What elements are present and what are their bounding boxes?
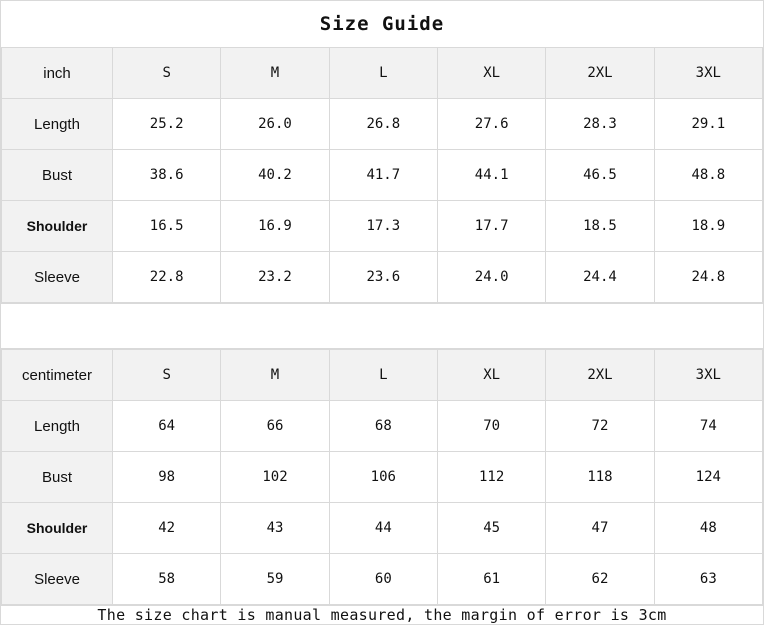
cell-bust-l: 106 xyxy=(329,452,437,503)
cell-bust-s: 38.6 xyxy=(113,150,221,201)
table-row xyxy=(2,401,763,452)
table-row xyxy=(2,503,763,554)
cell-shoulder-m: 16.9 xyxy=(221,201,329,252)
cell-sleeve-3xl: 63 xyxy=(654,554,762,605)
cell-shoulder-s: 42 xyxy=(113,503,221,554)
cell-bust-3xl: 48.8 xyxy=(654,150,762,201)
cell-sleeve-2xl: 62 xyxy=(546,554,654,605)
cell-bust-s: 98 xyxy=(113,452,221,503)
table-row xyxy=(2,150,763,201)
cell-sleeve-m: 23.2 xyxy=(221,252,329,303)
cell-length-s: 25.2 xyxy=(113,99,221,150)
column-header-s: S xyxy=(113,350,221,401)
row-label-sleeve: Sleeve xyxy=(2,554,113,605)
column-header-xl: XL xyxy=(437,48,545,99)
cell-bust-l: 41.7 xyxy=(329,150,437,201)
cell-bust-2xl: 46.5 xyxy=(546,150,654,201)
cell-length-xl: 70 xyxy=(437,401,545,452)
cell-sleeve-l: 23.6 xyxy=(329,252,437,303)
cell-shoulder-l: 44 xyxy=(329,503,437,554)
cell-bust-m: 40.2 xyxy=(221,150,329,201)
cell-bust-xl: 44.1 xyxy=(437,150,545,201)
column-header-2xl: 2XL xyxy=(546,350,654,401)
cell-sleeve-s: 58 xyxy=(113,554,221,605)
column-header-m: M xyxy=(221,350,329,401)
unit-label-centimeter: centimeter xyxy=(2,350,113,401)
cell-length-l: 26.8 xyxy=(329,99,437,150)
page-title: Size Guide xyxy=(319,13,445,35)
cell-length-3xl: 74 xyxy=(654,401,762,452)
cell-shoulder-3xl: 48 xyxy=(654,503,762,554)
cell-shoulder-l: 17.3 xyxy=(329,201,437,252)
cell-shoulder-xl: 17.7 xyxy=(437,201,545,252)
row-label-bust: Bust xyxy=(2,150,113,201)
measurement-disclaimer: The size chart is manual measured, the margin of error is 3cm xyxy=(1,605,763,624)
unit-label-inch: inch xyxy=(2,48,113,99)
cell-shoulder-2xl: 18.5 xyxy=(546,201,654,252)
cell-length-l: 68 xyxy=(329,401,437,452)
cell-length-xl: 27.6 xyxy=(437,99,545,150)
column-header-s: S xyxy=(113,48,221,99)
row-label-length: Length xyxy=(2,401,113,452)
cell-sleeve-3xl: 24.8 xyxy=(654,252,762,303)
column-header-2xl: 2XL xyxy=(546,48,654,99)
cell-sleeve-l: 60 xyxy=(329,554,437,605)
column-header-3xl: 3XL xyxy=(654,48,762,99)
table-row xyxy=(2,452,763,503)
column-header-l: L xyxy=(329,48,437,99)
cell-sleeve-xl: 61 xyxy=(437,554,545,605)
cell-sleeve-xl: 24.0 xyxy=(437,252,545,303)
row-label-bust: Bust xyxy=(2,452,113,503)
table-row xyxy=(2,554,763,605)
size-table-centimeter xyxy=(1,349,763,605)
row-label-shoulder: Shoulder xyxy=(2,503,113,554)
cell-shoulder-xl: 45 xyxy=(437,503,545,554)
table-header-row xyxy=(2,48,763,99)
table-row xyxy=(2,252,763,303)
cell-length-s: 64 xyxy=(113,401,221,452)
size-table-inch xyxy=(1,47,763,303)
cell-length-m: 66 xyxy=(221,401,329,452)
cell-length-m: 26.0 xyxy=(221,99,329,150)
column-header-xl: XL xyxy=(437,350,545,401)
cell-shoulder-s: 16.5 xyxy=(113,201,221,252)
cell-bust-m: 102 xyxy=(221,452,329,503)
cell-shoulder-3xl: 18.9 xyxy=(654,201,762,252)
column-header-l: L xyxy=(329,350,437,401)
cell-bust-3xl: 124 xyxy=(654,452,762,503)
table-row xyxy=(2,99,763,150)
row-label-shoulder: Shoulder xyxy=(2,201,113,252)
table-row xyxy=(2,201,763,252)
cell-bust-xl: 112 xyxy=(437,452,545,503)
cell-sleeve-s: 22.8 xyxy=(113,252,221,303)
cell-length-3xl: 29.1 xyxy=(654,99,762,150)
column-header-m: M xyxy=(221,48,329,99)
column-header-3xl: 3XL xyxy=(654,350,762,401)
cell-bust-2xl: 118 xyxy=(546,452,654,503)
cell-sleeve-m: 59 xyxy=(221,554,329,605)
row-label-length: Length xyxy=(2,99,113,150)
cell-length-2xl: 28.3 xyxy=(546,99,654,150)
cell-shoulder-2xl: 47 xyxy=(546,503,654,554)
cell-length-2xl: 72 xyxy=(546,401,654,452)
table-separator xyxy=(1,303,763,349)
cell-sleeve-2xl: 24.4 xyxy=(546,252,654,303)
table-header-row xyxy=(2,350,763,401)
row-label-sleeve: Sleeve xyxy=(2,252,113,303)
cell-shoulder-m: 43 xyxy=(221,503,329,554)
